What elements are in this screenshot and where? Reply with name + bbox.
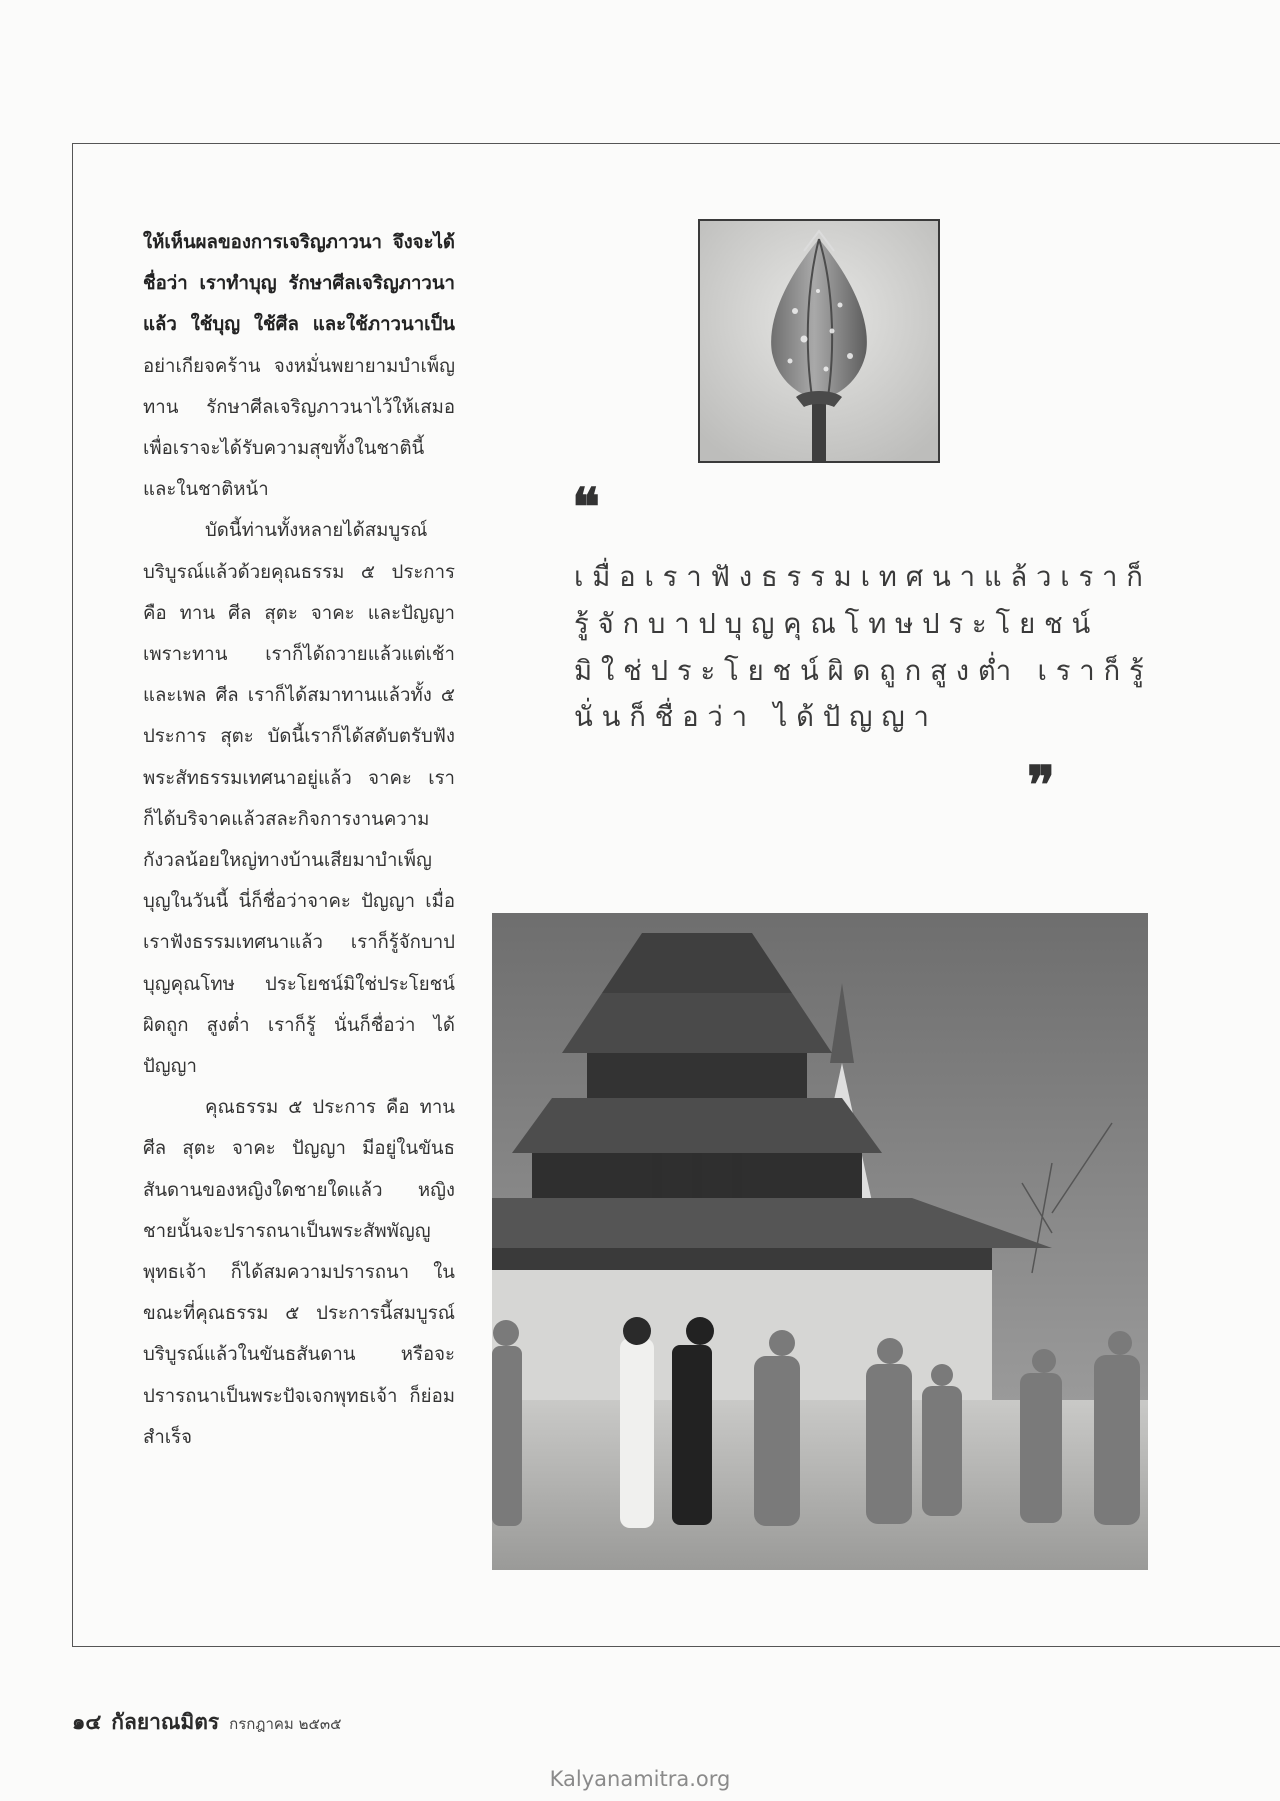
quote-close-mark: ❞ [1027, 755, 1055, 816]
pull-quote-line-3: มิใช่ประโยชน์ผิดถูกสูงต่ำ เราก็รู้ [574, 654, 1153, 687]
pull-quote-line-1: เมื่อเราฟังธรรมเทศนาแล้วเราก็ [574, 561, 1152, 593]
body-text-column [143, 222, 455, 1458]
temple-alms-photo [492, 913, 1148, 1570]
paragraph-3: คุณธรรม ๕ ประการ คือ ทาน ศีล สุตะ จาคะ ปัญญา มีอยู่ในขันธสันดานของหญิงใดชายใดแล้ว หญิงชายนั้นจะปรารถนาเป็นพระสัพพัญญูพุทธเจ้า ก็ได้สมความปรารถนา ในขณะที่คุณธรรม ๕ ประการนี้สมบูรณ์บริบูรณ์แล้วในขันธสันดาน หรือจะปรารถนาเป็นพระปัจเจกพุทธเจ้า ก็ย่อมสำเร็จ [143, 1097, 455, 1448]
pull-quote [574, 554, 1153, 741]
page-number: ๑๔ [72, 1710, 102, 1734]
paragraph-1-text: อย่าเกียจคร้าน จงหมั่นพยายามบำเพ็ญทาน รักษาศีลเจริญภาวนาไว้ให้เสมอ เพื่อเราจะได้รับความสุขทั้งในชาตินี้และในชาติหน้า [143, 355, 455, 501]
paragraph-2: บัดนี้ท่านทั้งหลายได้สมบูรณ์บริบูรณ์แล้วด้วยคุณธรรม ๕ ประการ คือ ทาน ศีล สุตะ จาคะ และปัญญา เพราะทาน เราก็ได้ถวายแล้วแต่เช้าและเพล ศีล เราก็ได้สมาทานแล้วทั้ง ๕ ประการ สุตะ บัดนี้เราก็ได้สดับตรับฟังพระสัทธรรมเทศนาอยู่แล้ว จาคะ เราก็ได้บริจาคแล้วสละกิจการงานความกังวลน้อยใหญ่ทางบ้านเสียมาบำเพ็ญบุญในวันนี้ นี่ก็ชื่อว่าจาคะ ปัญญา เมื่อเราฟังธรรมเทศนาแล้ว เราก็รู้จักบาปบุญคุณโทษ ประโยชน์มิใช่ประโยชน์ ผิดถูก สูงต่ำ เราก็รู้ นั่นก็ชื่อว่า ได้ปัญญา [143, 520, 455, 1078]
issue-date: กรกฎาคม ๒๕๓๕ [229, 1715, 342, 1733]
lotus-bud-illustration [700, 221, 938, 461]
page-footer [72, 1706, 341, 1739]
quote-open-mark: ❝ [572, 477, 600, 538]
lotus-bud-photo [698, 219, 940, 463]
pull-quote-line-2: รู้จักบาปบุญคุณโทษประโยชน์ [574, 607, 1100, 640]
pull-quote-line-4: นั่นก็ชื่อว่า ได้ปัญญา [574, 701, 938, 734]
magazine-name: กัลยาณมิตร [111, 1710, 220, 1734]
source-watermark: Kalyanamitra.org [549, 1767, 731, 1791]
paragraph-1 [143, 222, 455, 510]
temple-monks-illustration [492, 913, 1148, 1570]
paragraph-1-bold: ให้เห็นผลของการเจริญภาวนา จึงจะได้ชื่อว่า เราทำบุญ รักษาศีลเจริญภาวนาแล้ว ใช้บุญ ใช้ศีล และใช้ภาวนาเป็น [143, 232, 455, 336]
